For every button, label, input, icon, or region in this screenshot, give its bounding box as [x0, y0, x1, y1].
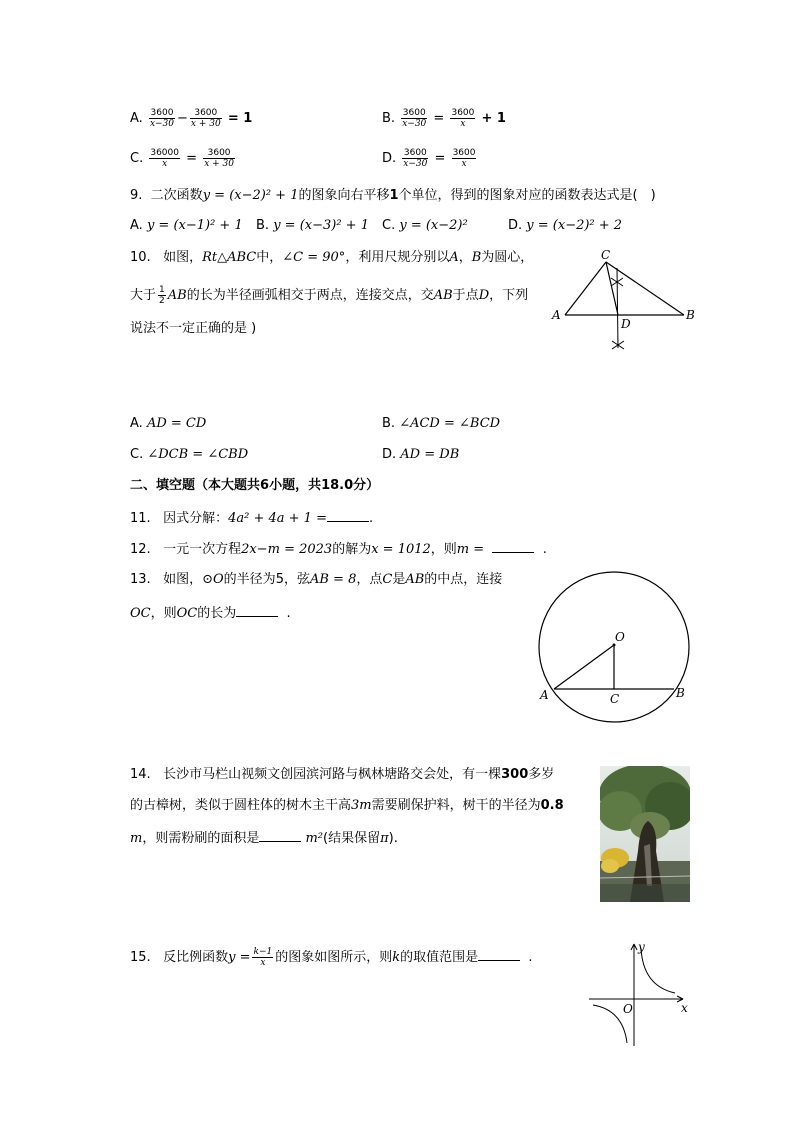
- perpendicular-bisector: [617, 268, 618, 348]
- operator: −: [177, 111, 188, 126]
- question-number: 12.: [130, 542, 151, 557]
- stem-text: 如图，: [163, 572, 203, 587]
- q11: [130, 508, 373, 528]
- label-o: O: [623, 1002, 633, 1016]
- denominator: x: [162, 159, 168, 169]
- stem-text: 长沙市马栏山视频文创园滨河路与枫林塘路交会处，有一棵: [163, 767, 502, 782]
- segment-ac: [565, 262, 606, 315]
- pi-symbol: π: [380, 831, 389, 846]
- stem-text: 是: [392, 572, 406, 587]
- option-label: A.: [130, 218, 143, 233]
- stem-text: 的半径为: [223, 572, 276, 587]
- q14-stem-line1: [130, 766, 554, 784]
- fraction: [203, 148, 235, 169]
- stem-number: 300: [501, 767, 529, 782]
- stem-text: ).: [388, 831, 398, 846]
- stem-text: 二次函数: [150, 188, 203, 203]
- label-a: A: [540, 688, 549, 702]
- option-label: C.: [130, 151, 144, 166]
- stem-text: ，下列: [489, 288, 529, 303]
- label-b: B: [676, 686, 685, 700]
- equals: =: [186, 151, 198, 166]
- period: .: [542, 542, 547, 557]
- math-expr: ⊙O: [202, 572, 224, 587]
- section-score: 18.0: [321, 478, 354, 493]
- q8-option-b: [382, 108, 506, 129]
- math-expr: y = (x−2)² + 1: [202, 188, 299, 203]
- math-expr: A: [449, 250, 459, 265]
- stem-text: ，则: [430, 542, 457, 557]
- answer-blank[interactable]: [492, 539, 534, 553]
- q9-option-a: [130, 217, 243, 235]
- section-title-text: 二、填空题（本大题共: [130, 478, 261, 493]
- numerator: 1: [159, 285, 165, 295]
- stem-text: ，: [458, 250, 472, 265]
- q8-option-d: [382, 148, 478, 169]
- section-title-text: 分）: [353, 478, 380, 493]
- stem-text: 说法不一定正确的是 ): [130, 321, 257, 336]
- section-title: [130, 477, 379, 495]
- fraction: [190, 108, 222, 129]
- stem-text: 的长为: [197, 606, 237, 621]
- q10-triangle-figure: [548, 244, 698, 356]
- q10-option-c: [130, 446, 248, 464]
- q13-stem-line1: [130, 571, 502, 589]
- q8-option-a: [130, 108, 252, 129]
- stem-number: 1: [389, 188, 399, 203]
- label-b: B: [686, 308, 695, 322]
- hyperbola-branch-q3: [593, 1005, 627, 1043]
- numerator: 36000: [150, 148, 179, 158]
- math-expr: Rt△ABC: [202, 250, 257, 265]
- stem-text: 于点: [452, 288, 479, 303]
- math-expr: D: [478, 288, 490, 303]
- math-expr: ∠C = 90°: [282, 250, 346, 265]
- numerator: 3600: [452, 148, 476, 158]
- denominator: x−30: [149, 119, 175, 129]
- stem-text: 中，: [256, 250, 283, 265]
- stem-text: 的图象向右平移: [298, 188, 390, 203]
- stem-text: ，弦: [283, 572, 310, 587]
- numerator: 3600: [402, 108, 426, 118]
- math-expr: 3m: [351, 798, 372, 813]
- numerator: 3600: [190, 108, 222, 119]
- math-expr: x = 1012: [371, 542, 431, 557]
- q9-option-d: [508, 217, 622, 235]
- fraction: [401, 108, 427, 129]
- math-expr: m =: [456, 542, 485, 557]
- answer-blank[interactable]: [478, 947, 520, 961]
- math-expr: y = (x−1)² + 1: [146, 218, 243, 233]
- stem-text: 大于: [130, 288, 157, 303]
- denominator: x−30: [402, 119, 427, 129]
- math-expr: AD = CD: [146, 416, 207, 431]
- q12: [130, 539, 547, 559]
- denominator: 2: [159, 296, 165, 306]
- option-label: D.: [382, 447, 397, 462]
- math-expr: AB: [433, 288, 453, 303]
- q10-stem-line1: [130, 249, 533, 267]
- rhs: + 1: [481, 111, 506, 126]
- stem-text: 如图，: [163, 250, 203, 265]
- denominator: x: [460, 119, 466, 129]
- numerator: 3600: [403, 148, 427, 158]
- question-number: 13.: [130, 572, 151, 587]
- math-expr: AB: [405, 572, 425, 587]
- math-expr: 4a² + 4a + 1 =: [228, 511, 327, 526]
- q10-option-a: [130, 415, 206, 433]
- option-label: B.: [382, 416, 396, 431]
- math-expr: y = (x−2)²: [399, 218, 468, 233]
- stem-text: 个单位，得到的图象对应的函数表达式是( ): [398, 188, 656, 203]
- question-number: 9.: [130, 188, 143, 203]
- fraction: [158, 285, 166, 306]
- label-d: D: [621, 317, 631, 331]
- answer-blank[interactable]: [236, 603, 278, 617]
- math-expr: y = (x−2)² + 2: [526, 218, 623, 233]
- stem-text: 的取值范围是: [400, 950, 479, 965]
- math-expr: B: [471, 250, 482, 265]
- fraction: [149, 148, 180, 169]
- stem-text: 的中点，连接: [424, 572, 503, 587]
- stem-text: 的图象如图所示，则: [275, 950, 393, 965]
- math-expr: AD = DB: [400, 447, 460, 462]
- section-count: 6: [260, 478, 270, 493]
- option-label: C.: [130, 447, 144, 462]
- segment-cd: [606, 262, 618, 315]
- q10-option-b: [382, 415, 500, 433]
- stem-text: 的长为半径画弧相交于两点，连接交点，交: [186, 288, 434, 303]
- label-a: A: [552, 308, 561, 322]
- equals: =: [434, 151, 446, 166]
- math-expr: ∠ACD = ∠BCD: [399, 416, 501, 431]
- denominator: x−30: [403, 159, 428, 169]
- q8-option-c: [130, 148, 237, 169]
- question-number: 10.: [130, 250, 151, 265]
- option-label: A.: [130, 111, 143, 126]
- stem-number: 0.8: [540, 798, 564, 813]
- math-expr: k: [392, 950, 401, 965]
- stem-text: 需要刷保护料，树干的半径为: [371, 798, 541, 813]
- q14-stem-line3: [130, 828, 398, 848]
- option-label: B.: [256, 218, 270, 233]
- fraction: [252, 947, 273, 968]
- denominator: x: [461, 159, 467, 169]
- radius-oa: [554, 645, 614, 689]
- label-c: C: [601, 248, 611, 262]
- math-expr: m: [130, 831, 143, 846]
- stem-text: 的解为: [332, 542, 372, 557]
- stem-text: ，利用尺规分别以: [345, 250, 450, 265]
- fraction: [452, 148, 477, 169]
- math-expr: AB = 8: [309, 572, 357, 587]
- stem-text: 的古樟树，类似于圆柱体的树木主干高: [130, 798, 352, 813]
- fraction: [149, 108, 175, 129]
- numerator: 3600: [451, 108, 475, 118]
- q15: [130, 947, 533, 968]
- q13-stem-line2: [130, 603, 291, 623]
- q10-option-d: [382, 446, 459, 464]
- math-expr: ∠DCB = ∠CBD: [147, 447, 249, 462]
- math-expr: AB: [167, 288, 187, 303]
- stem-text: ，则: [150, 606, 177, 621]
- period: .: [528, 950, 533, 965]
- label-x: x: [681, 1001, 688, 1015]
- period: .: [368, 511, 374, 526]
- q9-stem: [130, 187, 656, 205]
- math-expr: OC: [130, 606, 151, 621]
- stem-text: (结果保留: [323, 831, 381, 846]
- unit: m²: [305, 831, 324, 846]
- answer-blank[interactable]: [259, 828, 301, 842]
- math-expr: y =: [228, 950, 251, 965]
- stem-text: 一元一次方程: [163, 542, 242, 557]
- option-label: C.: [382, 218, 396, 233]
- question-number: 14.: [130, 767, 151, 782]
- option-label: B.: [382, 111, 396, 126]
- label-o: O: [615, 630, 625, 644]
- rhs: = 1: [227, 111, 253, 126]
- q10-stem-line3: [130, 320, 256, 338]
- question-number: 11.: [130, 511, 151, 526]
- fraction: [450, 108, 475, 129]
- tree-photo: [600, 766, 690, 902]
- stem-text: 因式分解：: [163, 511, 229, 526]
- period: .: [286, 606, 291, 621]
- denominator: x + 30: [204, 159, 234, 169]
- option-label: A.: [130, 416, 143, 431]
- label-y: y: [638, 940, 645, 954]
- stem-text: 为圆心，: [481, 250, 534, 265]
- math-expr: 2x−m = 2023: [241, 542, 333, 557]
- stem-text: ，点: [356, 572, 383, 587]
- q10-stem-line2: [130, 285, 528, 306]
- q15-hyperbola-graph: [585, 938, 695, 1050]
- numerator: 3600: [150, 108, 174, 118]
- q13-circle-figure: [530, 568, 700, 728]
- math-expr: y = (x−3)² + 1: [273, 218, 369, 233]
- option-label: D.: [382, 151, 397, 166]
- answer-blank[interactable]: [327, 508, 369, 522]
- denominator: x: [260, 958, 266, 968]
- stem-text: 反比例函数: [163, 950, 229, 965]
- label-c: C: [610, 692, 620, 706]
- question-number: 15.: [130, 950, 151, 965]
- equals: =: [433, 111, 445, 126]
- denominator: x + 30: [190, 119, 221, 129]
- section-title-text: 小题，共: [269, 478, 322, 493]
- math-expr: C: [382, 572, 393, 587]
- stem-number: 5: [275, 572, 284, 587]
- q9-option-c: [382, 217, 468, 235]
- numerator: k−1: [253, 947, 273, 957]
- stem-text: 多岁: [528, 767, 555, 782]
- q9-option-b: [256, 217, 369, 235]
- numerator: 3600: [203, 148, 235, 159]
- math-expr: OC: [176, 606, 198, 621]
- hyperbola-branch-q1: [641, 948, 675, 993]
- fraction: [402, 148, 428, 169]
- q14-stem-line2: [130, 797, 564, 815]
- option-label: D.: [508, 218, 523, 233]
- stem-text: ，则需粉刷的面积是: [142, 831, 260, 846]
